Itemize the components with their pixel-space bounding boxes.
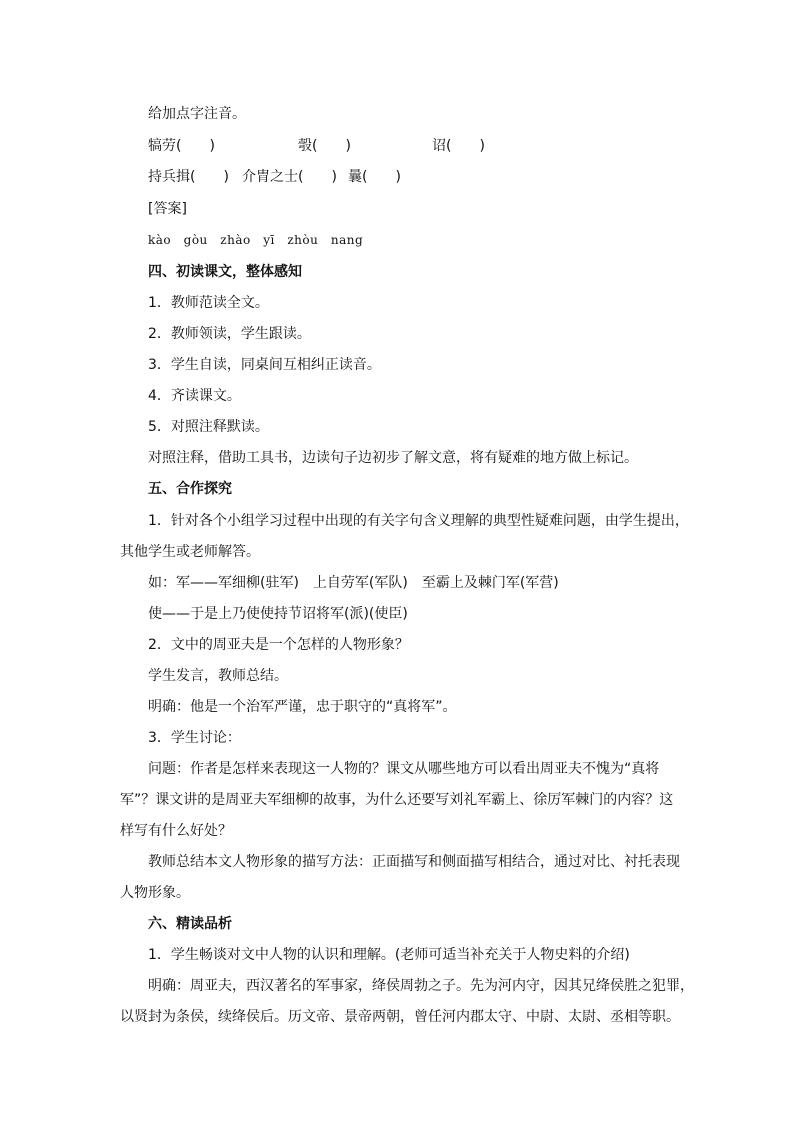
paragraph-text: 军”？课文讲的是周亚夫军细柳的故事，为什么还要写刘礼军霸上、徐厉军棘门的内容？这 [120, 792, 674, 808]
example-text: 使——于是上乃使使持节诏将军(派)(使臣) [148, 606, 408, 622]
pinyin-item-jiezhou: 介胄之士( ) [242, 169, 337, 185]
paragraph-text: 以贤封为条侯，续绛侯后。历文帝、景帝两朝，曾任河内郡太守、中尉、太尉、丞相等职。 [120, 1009, 680, 1025]
paragraph-text: 明确：周亚夫，西汉著名的军事家，绛侯周勃之子。先为河内守，因其兄绛侯胜之犯罪， [148, 978, 694, 994]
step-3: 3．学生自读，同桌间互相纠正读音。 [148, 357, 381, 373]
pinyin-item-zhao: 诏( ) [432, 138, 485, 154]
paragraph-text: 样写有什么好处？ [120, 823, 232, 839]
pinyin-item-chibingyi: 持兵揖( ) [148, 169, 229, 185]
paragraph-text: 1．学生畅谈对文中人物的认识和理解。(老师可适当补充关于人物史料的介绍) [148, 947, 630, 963]
step-1: 1．教师范读全文。 [148, 295, 269, 311]
section-heading-5: 五、合作探究 [148, 481, 232, 497]
question-text: 2．文中的周亚夫是一个怎样的人物形象？ [148, 637, 409, 653]
answer-label: [答案] [148, 201, 187, 217]
paragraph-text: 对照注释，借助工具书，边读句子边初步了解文意，将有疑难的地方做上标记。 [148, 450, 638, 466]
paragraph-text: 其他学生或老师解答。 [120, 544, 260, 560]
paragraph-text: 教师总结本文人物形象的描写方法：正面描写和侧面描写相结合，通过对比、衬托表现 [148, 854, 680, 870]
pinyin-item-nang: 曩( ) [348, 169, 401, 185]
paragraph-text: 问题：作者是怎样来表现这一人物的？课文从哪些地方可以看出周亚夫不愧为“真将 [148, 761, 660, 777]
paragraph-text: 人物形象。 [120, 885, 190, 901]
section-heading-6: 六、精读品析 [148, 916, 232, 932]
answer-pinyin: kào gòu zhào yī zhòu nang [148, 233, 364, 247]
paragraph-text: 1．针对各个小组学习过程中出现的有关字句含义理解的典型性疑难问题，由学生提出， [148, 513, 689, 529]
pinyin-item-kaolao: 犒劳( ) [148, 138, 215, 154]
paragraph-text: 明确：他是一个治军严谨，忠于职守的“真将军”。 [148, 699, 457, 715]
paragraph-text: 学生发言，教师总结。 [148, 668, 288, 684]
instruction-text: 给加点字注音。 [148, 106, 246, 122]
step-2: 2．教师领读，学生跟读。 [148, 326, 311, 342]
step-4: 4．齐读课文。 [148, 388, 241, 404]
paragraph-text: 3．学生讨论： [148, 730, 241, 746]
example-text: 如：军——军细柳(驻军) 上自劳军(军队) 至霸上及棘门军(军营) [148, 575, 559, 591]
section-heading-4: 四、初读课文，整体感知 [148, 264, 302, 280]
step-5: 5．对照注释默读。 [148, 419, 269, 435]
pinyin-item-gou: 彀( ) [298, 138, 351, 154]
